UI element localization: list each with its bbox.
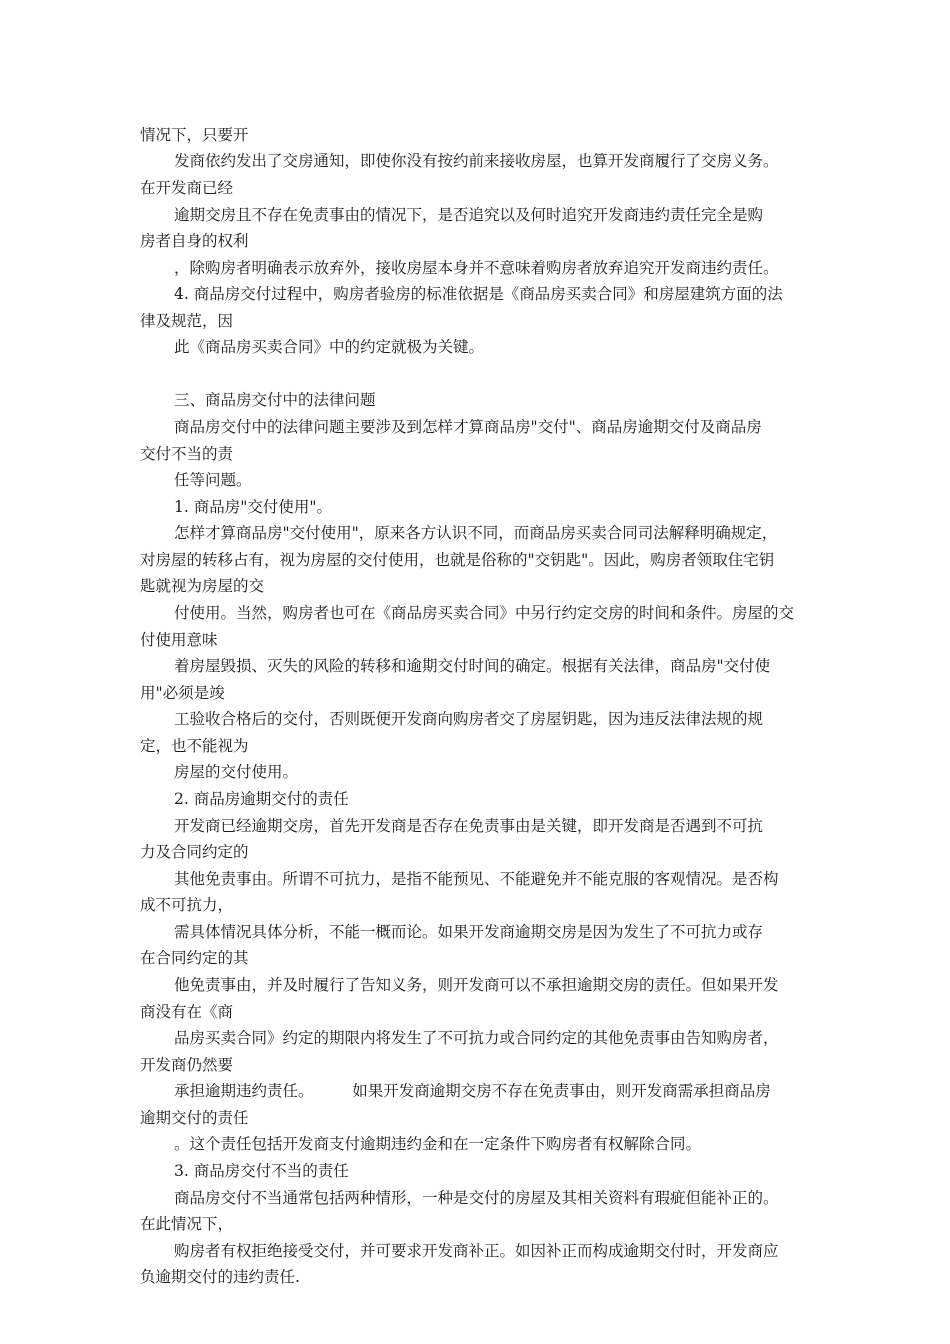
text-line: 发商依约发出了交房通知，即使你没有按约前来接收房屋，也算开发商履行了交房义务。 (174, 152, 779, 170)
text-line: 付使用意味 (140, 631, 218, 649)
text-line: 房者自身的权利 (140, 232, 249, 250)
text-line: 在此情况下， (140, 1215, 234, 1233)
text-line: 承担逾期违约责任。 如果开发商逾期交房不存在免责事由，则开发商需承担商品房 (174, 1082, 771, 1100)
text-line: 购房者有权拒绝接受交付，并可要求开发商补正。如因补正而构成逾期交付时，开发商应 (174, 1242, 779, 1260)
text-line: 开发商已经逾期交房，首先开发商是否存在免责事由是关键，即开发商是否遇到不可抗 (174, 817, 764, 835)
text-line: 任等问题。 (174, 471, 252, 489)
text-line: 负逾期交付的违约责任. (140, 1268, 300, 1286)
text-line: 力及合同约定的 (140, 843, 249, 861)
text-line: 逾期交付的责任 (140, 1109, 249, 1127)
text-line: 对房屋的转移占有，视为房屋的交付使用，也就是俗称的"交钥匙"。因此，购房者领取住宅钥 (140, 551, 775, 569)
text-line: 商品房交付中的法律问题主要涉及到怎样才算商品房"交付"、商品房逾期交付及商品房 (174, 418, 762, 436)
text-line: 交付不当的责 (140, 445, 234, 463)
text-line: ，除购房者明确表示放弃外，接收房屋本身并不意味着购房者放弃追究开发商违约责任。 (174, 259, 779, 277)
text-line: 在开发商已经 (140, 179, 234, 197)
text-line: 怎样才算商品房"交付使用"，原来各方认识不同，而商品房买卖合同司法解释明确规定， (174, 524, 778, 542)
text-line: 着房屋毁损、灭失的风险的转移和逾期交付时间的确定。根据有关法律，商品房"交付使 (174, 657, 771, 675)
text-line: 律及规范，因 (140, 312, 234, 330)
text-line: 工验收合格后的交付，否则既便开发商向购房者交了房屋钥匙，因为违反法律法规的规 (174, 710, 764, 728)
text-line: 情况下，只要开 (140, 126, 249, 144)
text-line: 房屋的交付使用。 (174, 763, 299, 781)
text-line: 逾期交房且不存在免责事由的情况下，是否追究以及何时追究开发商违约责任完全是购 (174, 206, 764, 224)
text-line: 商没有在《商 (140, 1003, 234, 1021)
text-line: 在合同约定的其 (140, 949, 249, 967)
text-line: 需具体情况具体分析，不能一概而论。如果开发商逾期交房是因为发生了不可抗力或存 (174, 923, 764, 941)
text-line: 付使用。当然，购房者也可在《商品房买卖合同》中另行约定交房的时间和条件。房屋的交 (174, 604, 795, 622)
section-heading: 三、商品房交付中的法律问题 (174, 391, 376, 409)
text-line: 成不可抗力， (140, 896, 234, 914)
subheading: 1. 商品房"交付使用"。 (174, 498, 332, 516)
text-line: 其他免责事由。所谓不可抗力，是指不能预见、不能避免并不能克服的客观情况。是否构 (174, 870, 779, 888)
text-line: 此《商品房买卖合同》中的约定就极为关键。 (174, 338, 485, 356)
text-line: 匙就视为房屋的交 (140, 577, 265, 595)
text-line: 定，也不能视为 (140, 737, 249, 755)
subheading: 2. 商品房逾期交付的责任 (174, 790, 349, 808)
text-line: 他免责事由，并及时履行了告知义务，则开发商可以不承担逾期交房的责任。但如果开发 (174, 976, 779, 994)
text-line: 品房买卖合同》约定的期限内将发生了不可抗力或合同约定的其他免责事由告知购房者， (174, 1029, 779, 1047)
subheading: 3. 商品房交付不当的责任 (174, 1162, 349, 1180)
text-line: 4. 商品房交付过程中，购房者验房的标准依据是《商品房买卖合同》和房屋建筑方面的法 (174, 285, 783, 303)
text-line: 。这个责任包括开发商支付逾期违约金和在一定条件下购房者有权解除合同。 (174, 1135, 702, 1153)
text-line: 商品房交付不当通常包括两种情形，一种是交付的房屋及其相关资料有瑕疵但能补正的。 (174, 1189, 779, 1207)
text-line: 用"必须是竣 (140, 684, 225, 702)
text-line: 开发商仍然要 (140, 1056, 234, 1074)
